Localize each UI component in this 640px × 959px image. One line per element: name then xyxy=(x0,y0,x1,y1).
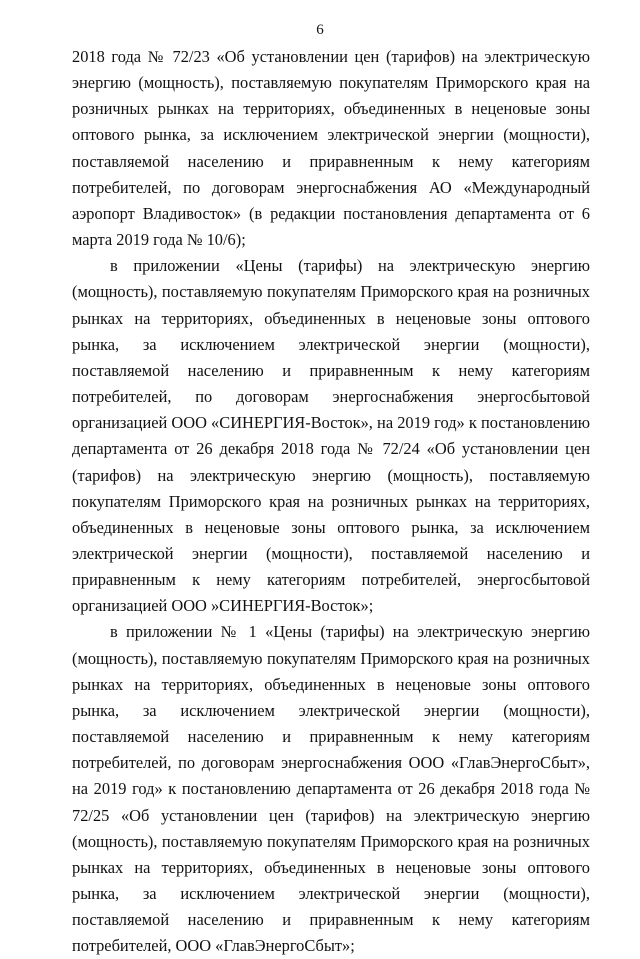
paragraph-glavenergosbyt: в приложении № 1 «Цены (тарифы) на электрическую энергию (мощность), поставляемую покупателям Приморского края на розничных рынках на территориях, объединенных в неценовые зоны оптового рынка, за исключением электрической энергии (мощности), поставляемой населению и приравненным к нему категориям потребителей, по договорам энергоснабжения ООО «ГлавЭнергоСбыт», на 2019 год» к постановлению департамента от 26 декабря 2018 года № 72/25 «Об установлении цен (тарифов) на электрическую энергию (мощность), поставляемую покупателям Приморского края на розничных рынках на территориях, объединенных в неценовые зоны оптового рынка, за исключением электрической энергии (мощности), поставляемой населению и приравненным к нему категориям потребителей, ООО «ГлавЭнергоСбыт»; xyxy=(72,622,590,956)
document-body xyxy=(72,44,590,959)
paragraph-sinergiya-vostok: в приложении «Цены (тарифы) на электрическую энергию (мощность), поставляемую покупателям Приморского края на розничных рынках на территориях, объединенных в неценовые зоны оптового рынка, за исключением электрической энергии (мощности), поставляемой населению и приравненным к нему категориям потребителей, по договорам энергоснабжения энергосбытовой организацией ООО «СИНЕРГИЯ-Восток», на 2019 год» к постановлению департамента от 26 декабря 2018 года № 72/24 «Об установлении цен (тарифов) на электрическую энергию (мощность), поставляемую покупателям Приморского края на розничных рынках на территориях, объединенных в неценовые зоны оптового рынка, за исключением электрической энергии (мощности), поставляемой населению и приравненным к нему категориям потребителей, энергосбытовой организацией ООО »СИНЕРГИЯ-Восток»; xyxy=(72,256,590,616)
paragraph-continuation: 2018 года № 72/23 «Об установлении цен (тарифов) на электрическую энергию (мощность), поставляемую покупателям Приморского края на розничных рынках на территориях, объединенных в неценовые зоны оптового рынка, за исключением электрической энергии (мощности), поставляемой населению и приравненным к нему категориям потребителей, по договорам энергоснабжения АО «Международный аэропорт Владивосток» (в редакции постановления департамента от 6 марта 2019 года № 10/6); xyxy=(72,47,590,250)
page-number: 6 xyxy=(316,22,324,38)
